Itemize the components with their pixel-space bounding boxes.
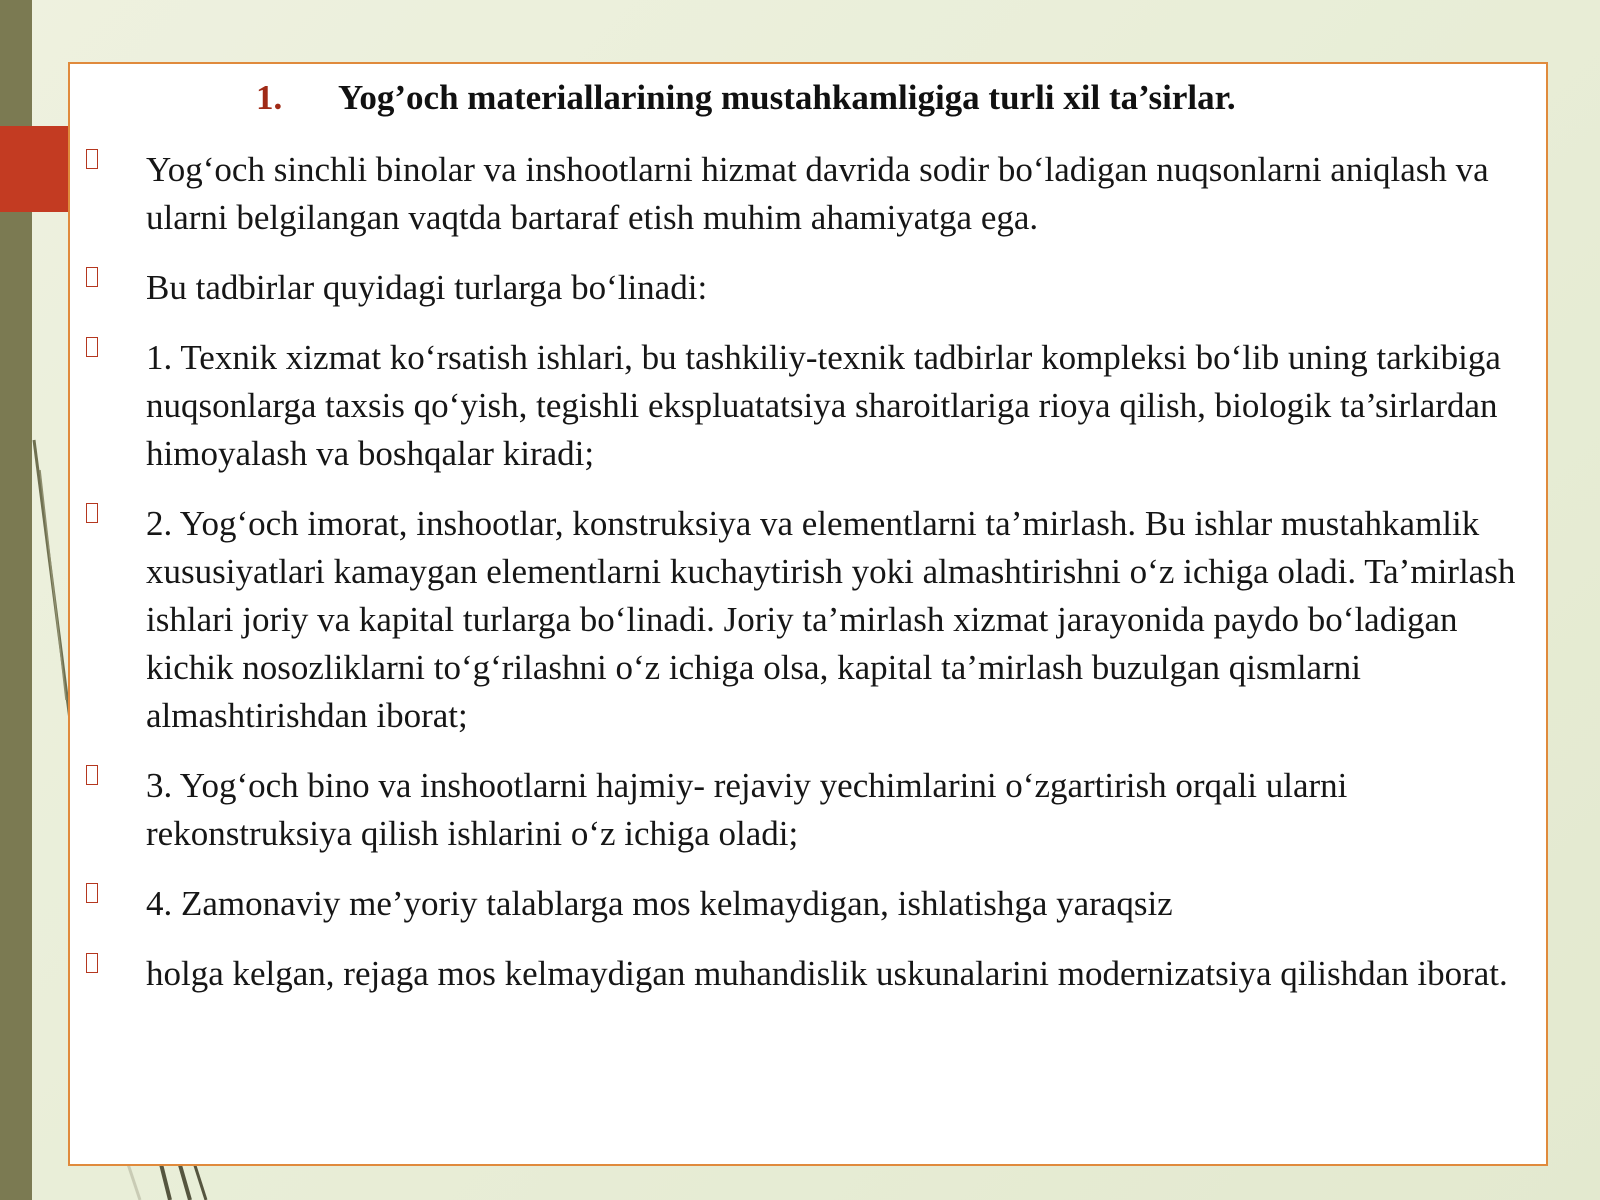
bullet-list bbox=[86, 146, 1526, 1020]
bullet-text: 2. Yog‘och imorat, inshootlar, konstruksiya va elementlarni ta’mirlash. Bu ishlar mustahkamlik xususiyatlari kamaygan elementlarni kuchaytirish yoki almashtirishni o‘z ichiga oladi. Ta’mirlash ishlari joriy va kapital turlarga bo‘linadi. Joriy ta’mirlash xizmat jarayonida paydo bo‘ladigan kichik nosozliklarni to‘g‘rilashni o‘z ichiga olsa, kapital ta’mirlash buzulgan qismlarni almashtirishdan iborat; bbox=[146, 504, 1516, 735]
list-item bbox=[86, 500, 1526, 740]
list-item bbox=[86, 880, 1526, 928]
bullet-text: holga kelgan, rejaga mos kelmaydigan muhandislik uskunalarini modernizatsiya qilishdan iborat. bbox=[146, 954, 1508, 993]
list-item bbox=[86, 762, 1526, 858]
list-item bbox=[86, 264, 1526, 312]
bullet-text: Bu tadbirlar quyidagi turlarga bo‘linadi: bbox=[146, 268, 708, 307]
list-item bbox=[86, 146, 1526, 242]
red-accent-tab bbox=[0, 126, 70, 212]
bullet-box-icon bbox=[86, 149, 98, 169]
bullet-text: Yog‘och sinchli binolar va inshootlarni hizmat davrida sodir bo‘ladigan nuqsonlarni aniqlash va ularni belgilangan vaqtda bartaraf etish muhim ahamiyatga ega. bbox=[146, 150, 1489, 237]
list-item bbox=[86, 334, 1526, 478]
bullet-box-icon bbox=[86, 503, 98, 523]
title-number: 1. bbox=[256, 78, 283, 117]
bullet-box-icon bbox=[86, 953, 98, 973]
bullet-box-icon bbox=[86, 267, 98, 287]
bullet-text: 4. Zamonaviy me’yoriy talablarga mos kelmaydigan, ishlatishga yaraqsiz bbox=[146, 884, 1173, 923]
bullet-box-icon bbox=[86, 337, 98, 357]
bullet-text: 3. Yog‘och bino va inshootlarni hajmiy- rejaviy yechimlarini o‘zgartirish orqali ularni rekonstruksiya qilish ishlarini o‘z ichiga oladi; bbox=[146, 766, 1348, 853]
list-item bbox=[86, 950, 1526, 998]
bullet-text: 1. Texnik xizmat ko‘rsatish ishlari, bu tashkiliy-texnik tadbirlar kompleksi bo‘lib uning tarkibiga nuqsonlarga taxsis qo‘yish, tegishli ekspluatatsiya sharoitlariga rioya qilish, biologik ta’sirlardan himoyalash va boshqalar kiradi; bbox=[146, 338, 1501, 473]
bullet-box-icon bbox=[86, 883, 98, 903]
title-text: Yog’och materiallarining mustahkamligiga turli xil ta’sirlar. bbox=[338, 78, 1236, 117]
bullet-box-icon bbox=[86, 765, 98, 785]
